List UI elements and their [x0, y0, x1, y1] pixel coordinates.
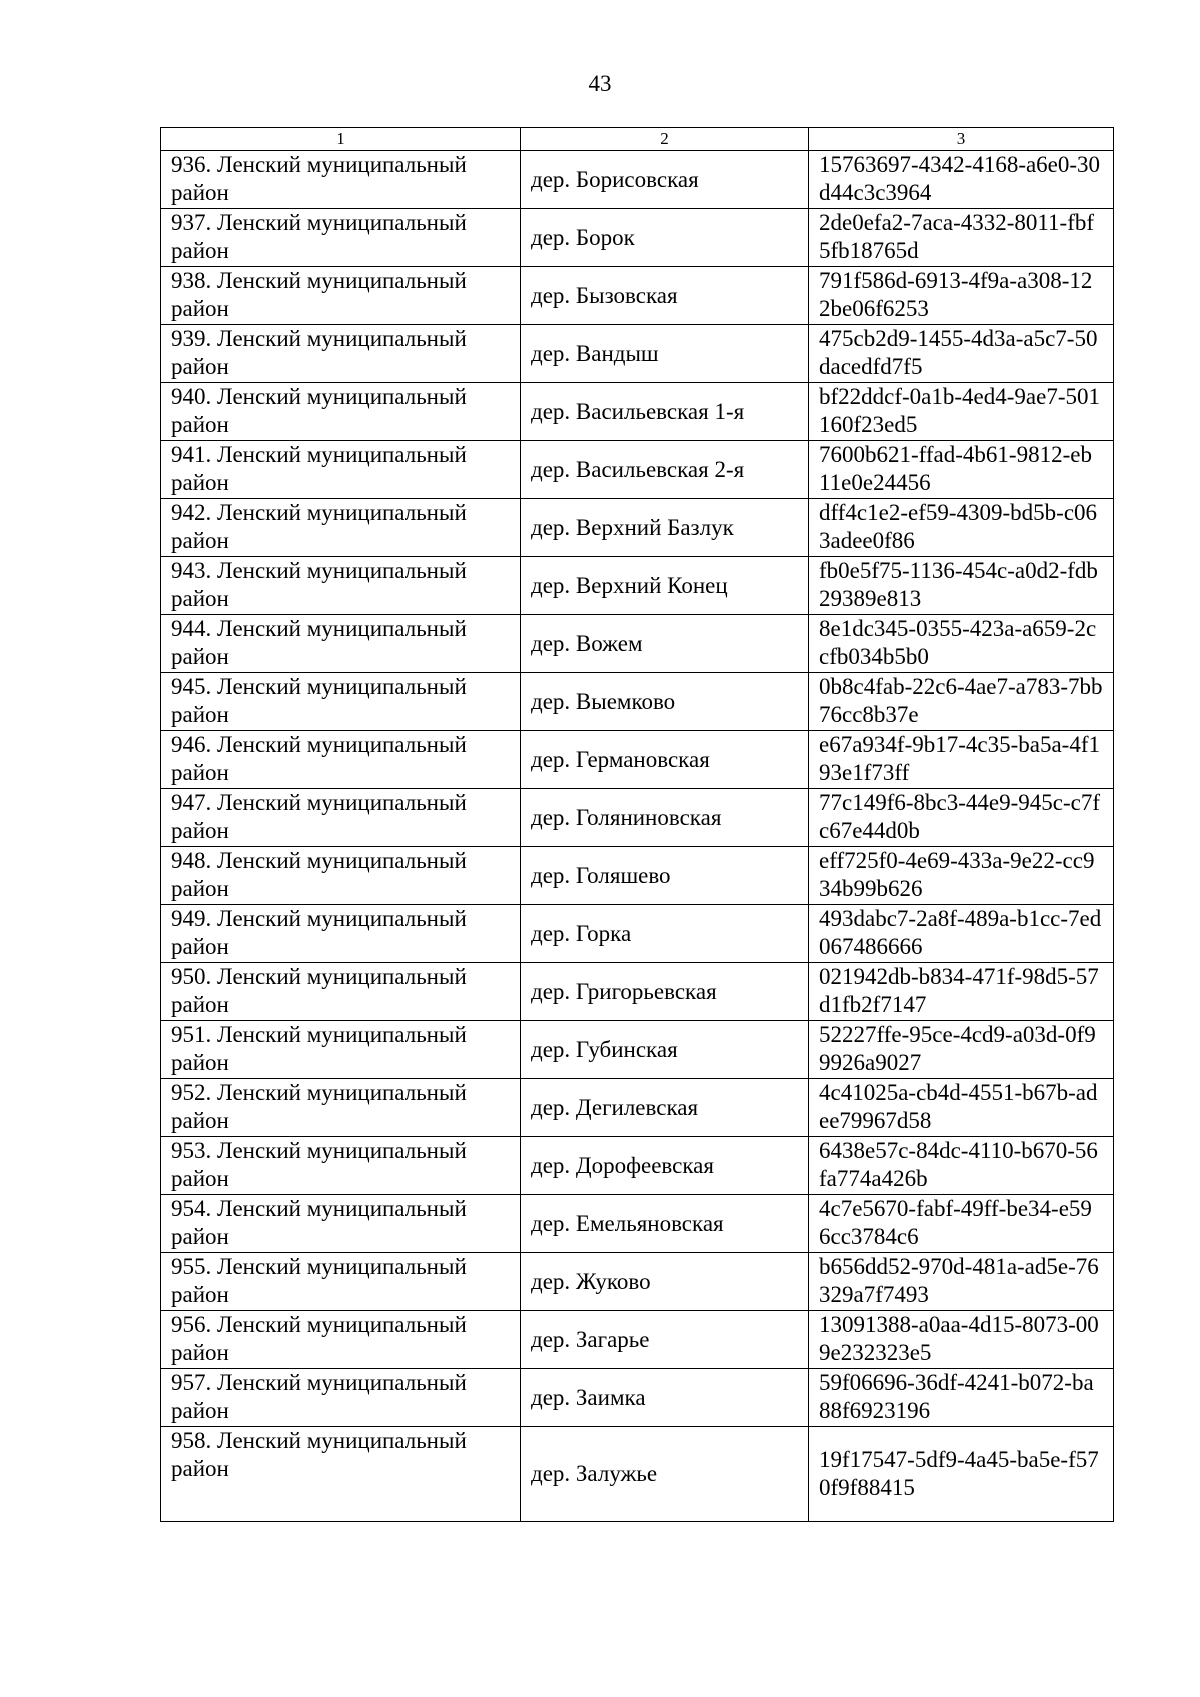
- table-row: [161, 615, 1114, 673]
- settlement-cell: дер. Вожем: [521, 615, 809, 673]
- column-header-1: 1: [161, 128, 521, 151]
- identifier-cell: 7600b621-ffad-4b61-9812-eb11e0e24456: [809, 441, 1114, 499]
- identifier-cell: 59f06696-36df-4241-b072-ba88f6923196: [809, 1369, 1114, 1427]
- table-row: [161, 1137, 1114, 1195]
- district-cell: 937. Ленский муниципальный район: [161, 209, 521, 267]
- table-row: [161, 905, 1114, 963]
- district-cell: 951. Ленский муниципальный район: [161, 1021, 521, 1079]
- district-cell: 956. Ленский муниципальный район: [161, 1311, 521, 1369]
- identifier-cell: 2de0efa2-7aca-4332-8011-fbf5fb18765d: [809, 209, 1114, 267]
- district-cell: 952. Ленский муниципальный район: [161, 1079, 521, 1137]
- settlement-cell: дер. Жуково: [521, 1253, 809, 1311]
- identifier-cell: 77c149f6-8bc3-44e9-945c-c7fc67e44d0b: [809, 789, 1114, 847]
- identifier-cell: b656dd52-970d-481a-ad5e-76329a7f7493: [809, 1253, 1114, 1311]
- identifier-cell: 15763697-4342-4168-a6e0-30d44c3c3964: [809, 151, 1114, 209]
- table-row: [161, 673, 1114, 731]
- settlement-cell: дер. Горка: [521, 905, 809, 963]
- district-cell: 940. Ленский муниципальный район: [161, 383, 521, 441]
- district-cell: 957. Ленский муниципальный район: [161, 1369, 521, 1427]
- table-row: [161, 325, 1114, 383]
- table-row: [161, 963, 1114, 1021]
- table-row: [161, 151, 1114, 209]
- settlement-cell: дер. Верхний Базлук: [521, 499, 809, 557]
- table-row: [161, 1021, 1114, 1079]
- settlement-cell: дер. Голяниновская: [521, 789, 809, 847]
- identifier-cell: 791f586d-6913-4f9a-a308-122be06f6253: [809, 267, 1114, 325]
- settlement-cell: дер. Залужье: [521, 1427, 809, 1522]
- district-cell: 946. Ленский муниципальный район: [161, 731, 521, 789]
- settlement-cell: дер. Голяшево: [521, 847, 809, 905]
- settlement-cell: дер. Григорьевская: [521, 963, 809, 1021]
- settlement-cell: дер. Борок: [521, 209, 809, 267]
- district-cell: 954. Ленский муниципальный район: [161, 1195, 521, 1253]
- identifier-cell: 0b8c4fab-22c6-4ae7-a783-7bb76cc8b37e: [809, 673, 1114, 731]
- identifier-cell: 6438e57c-84dc-4110-b670-56fa774a426b: [809, 1137, 1114, 1195]
- identifier-cell: 4c41025a-cb4d-4551-b67b-adee79967d58: [809, 1079, 1114, 1137]
- identifier-cell: 19f17547-5df9-4a45-ba5e-f570f9f88415: [809, 1427, 1114, 1522]
- table-row: [161, 209, 1114, 267]
- district-cell: 941. Ленский муниципальный район: [161, 441, 521, 499]
- settlement-cell: дер. Верхний Конец: [521, 557, 809, 615]
- settlement-cell: дер. Вандыш: [521, 325, 809, 383]
- settlement-cell: дер. Бызовская: [521, 267, 809, 325]
- settlement-registry-table: [160, 127, 1114, 1522]
- settlement-cell: дер. Васильевская 1-я: [521, 383, 809, 441]
- identifier-cell: 4c7e5670-fabf-49ff-be34-e596cc3784c6: [809, 1195, 1114, 1253]
- district-cell: 955. Ленский муниципальный район: [161, 1253, 521, 1311]
- table-row: [161, 441, 1114, 499]
- district-cell: 942. Ленский муниципальный район: [161, 499, 521, 557]
- table-row: [161, 557, 1114, 615]
- column-number-header-row: [161, 128, 1114, 151]
- table-row: [161, 1253, 1114, 1311]
- district-cell: 947. Ленский муниципальный район: [161, 789, 521, 847]
- table-row: [161, 499, 1114, 557]
- table-row: [161, 1369, 1114, 1427]
- identifier-cell: 8e1dc345-0355-423a-a659-2ccfb034b5b0: [809, 615, 1114, 673]
- district-cell: 953. Ленский муниципальный район: [161, 1137, 521, 1195]
- identifier-cell: e67a934f-9b17-4c35-ba5a-4f193e1f73ff: [809, 731, 1114, 789]
- identifier-cell: 475cb2d9-1455-4d3a-a5c7-50dacedfd7f5: [809, 325, 1114, 383]
- identifier-cell: bf22ddcf-0a1b-4ed4-9ae7-501160f23ed5: [809, 383, 1114, 441]
- column-header-2: 2: [521, 128, 809, 151]
- settlement-cell: дер. Васильевская 2-я: [521, 441, 809, 499]
- settlement-cell: дер. Выемково: [521, 673, 809, 731]
- settlement-cell: дер. Заимка: [521, 1369, 809, 1427]
- settlement-cell: дер. Дегилевская: [521, 1079, 809, 1137]
- table-row: [161, 1195, 1114, 1253]
- page-number: 43: [588, 71, 612, 96]
- table-row: [161, 847, 1114, 905]
- identifier-cell: fb0e5f75-1136-454c-a0d2-fdb29389e813: [809, 557, 1114, 615]
- district-cell: 945. Ленский муниципальный район: [161, 673, 521, 731]
- table-row: [161, 1311, 1114, 1369]
- table-row: [161, 267, 1114, 325]
- district-cell: 950. Ленский муниципальный район: [161, 963, 521, 1021]
- table-row: [161, 789, 1114, 847]
- table-row: [161, 731, 1114, 789]
- identifier-cell: eff725f0-4e69-433a-9e22-cc934b99b626: [809, 847, 1114, 905]
- settlement-cell: дер. Емельяновская: [521, 1195, 809, 1253]
- identifier-cell: 13091388-a0aa-4d15-8073-009e232323e5: [809, 1311, 1114, 1369]
- district-cell: 939. Ленский муниципальный район: [161, 325, 521, 383]
- district-cell: 938. Ленский муниципальный район: [161, 267, 521, 325]
- district-cell: 958. Ленский муниципальный район: [161, 1427, 521, 1522]
- settlement-cell: дер. Борисовская: [521, 151, 809, 209]
- identifier-cell: 52227ffe-95ce-4cd9-a03d-0f99926a9027: [809, 1021, 1114, 1079]
- district-cell: 944. Ленский муниципальный район: [161, 615, 521, 673]
- settlement-cell: дер. Дорофеевская: [521, 1137, 809, 1195]
- table-row: [161, 1427, 1114, 1522]
- identifier-cell: dff4c1e2-ef59-4309-bd5b-c063adee0f86: [809, 499, 1114, 557]
- settlement-cell: дер. Германовская: [521, 731, 809, 789]
- identifier-cell: 021942db-b834-471f-98d5-57d1fb2f7147: [809, 963, 1114, 1021]
- table-row: [161, 1079, 1114, 1137]
- identifier-cell: 493dabc7-2a8f-489a-b1cc-7ed067486666: [809, 905, 1114, 963]
- settlement-cell: дер. Губинская: [521, 1021, 809, 1079]
- district-cell: 936. Ленский муниципальный район: [161, 151, 521, 209]
- column-header-3: 3: [809, 128, 1114, 151]
- district-cell: 949. Ленский муниципальный район: [161, 905, 521, 963]
- district-cell: 943. Ленский муниципальный район: [161, 557, 521, 615]
- settlement-cell: дер. Загарье: [521, 1311, 809, 1369]
- table-row: [161, 383, 1114, 441]
- district-cell: 948. Ленский муниципальный район: [161, 847, 521, 905]
